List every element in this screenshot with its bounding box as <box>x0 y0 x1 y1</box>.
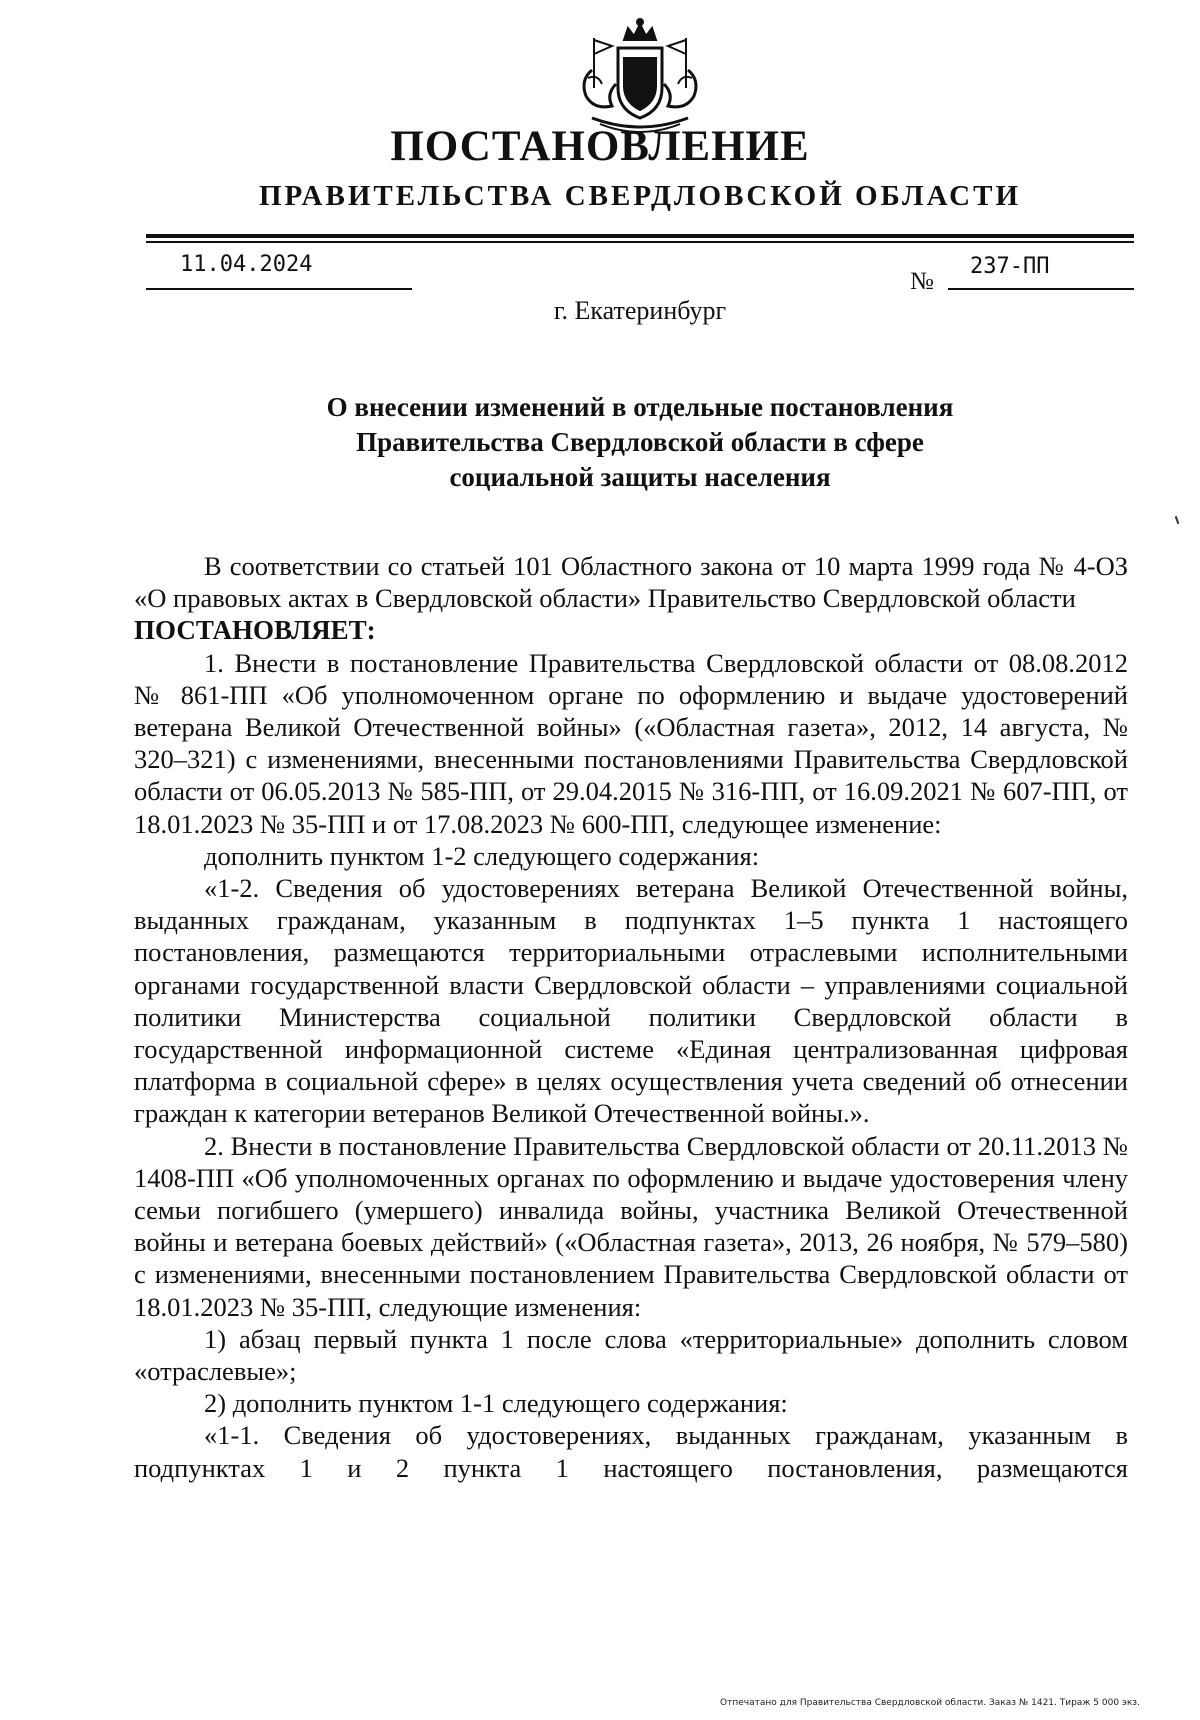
item-1-amendment-intro: дополнить пунктом 1-2 следующего содержания: <box>204 840 760 871</box>
item-1-amendment-text: «1-2. Сведения об удостоверениях ветерана Великой Отечественной войны, выданных гражданам, указанным в подпунктах 1–5 пункта 1 настоящего постановления, размещаются территориальными отраслевыми исполнительными органами государственной власти Свердловской области – управлениями социальной политики Министерства социальной политики Свердловской области в государственной информационной системе «Единая централизованная цифровая платформа в социальной сфере» в целях осуществления учета сведений об отнесении граждан к категории ветеранов Великой Отечественной войны.». <box>134 873 1128 1129</box>
header-divider-thin <box>146 241 1134 243</box>
preamble-paragraph: В соответствии со статьей 101 Областного закона от 10 марта 1999 года № 4-ОЗ «О правовых актах в Свердловской области» Правительство Свердловской области <box>134 551 1128 614</box>
header-divider-thick <box>146 234 1134 238</box>
document-body <box>134 550 1128 1484</box>
number-underline <box>948 288 1134 290</box>
date-underline <box>146 288 412 290</box>
document-number: 237-ПП <box>970 254 1050 279</box>
item-1-paragraph: 1. Внести в постановление Правительства Свердловской области от 08.08.2012 № 861-ПП «Об уполномоченном органе по оформлению и выдаче удостоверений ветерана Великой Отечественной войны» («Областная газета», 2012, 14 августа, № 320–321) с изменениями, внесенными постановлениями Правительства Свердловской области от 06.05.2013 № 585-ПП, от 29.04.2015 № 316-ПП, от 16.09.2021 № 607-ПП, от 18.01.2023 № 35-ПП и от 17.08.2023 № 600-ПП, следующее изменение: <box>134 647 1128 839</box>
item-2-paragraph: 2. Внести в постановление Правительства Свердловской области от 20.11.2013 № 1408-ПП «Об уполномоченных органах по оформлению и выдаче удостоверения члену семьи погибшего (умершего) инвалида войны, участника Великой Отечественной войны и ветерана боевых действий» («Областная газета», 2013, 26 ноября, № 579–580) с изменениями, внесенными постановлением Правительства Свердловской области от 18.01.2023 № 35-ПП, следующие изменения: <box>134 1130 1128 1322</box>
item-2-subitem-1: 1) абзац первый пункта 1 после слова «территориальные» дополнить словом «отраслевые»; <box>134 1323 1128 1387</box>
subject-line: социальной защиты населения <box>449 462 831 492</box>
issue-city: г. Екатеринбург <box>553 296 727 325</box>
document-type-title: ПОСТАНОВЛЕНИЕ <box>390 123 810 170</box>
subject-line: О внесении изменений в отдельные постановления <box>326 392 954 422</box>
print-footer: Отпечатано для Правительства Свердловской области. Заказ № 1421. Тираж 5 000 экз. <box>720 1698 1140 1708</box>
resolves-heading: ПОСТАНОВЛЯЕТ: <box>134 615 376 646</box>
item-2-amendment-text: «1-1. Сведения об удостоверениях, выданных гражданам, указанным в подпунктах 1 и 2 пункта 1 настоящего постановления, размещаются <box>134 1420 1128 1483</box>
scan-mark <box>1175 516 1180 524</box>
issuing-authority: ПРАВИТЕЛЬСТВА СВЕРДЛОВСКОЙ ОБЛАСТИ <box>258 180 1022 212</box>
coat-of-arms-icon <box>572 18 708 138</box>
number-sign: № <box>910 268 934 295</box>
document-date: 11.04.2024 <box>180 252 313 277</box>
item-2-subitem-2: 2) дополнить пунктом 1-1 следующего содержания: <box>204 1388 788 1419</box>
document-subject <box>0 390 1200 495</box>
subject-line: Правительства Свердловской области в сфере <box>356 427 924 457</box>
